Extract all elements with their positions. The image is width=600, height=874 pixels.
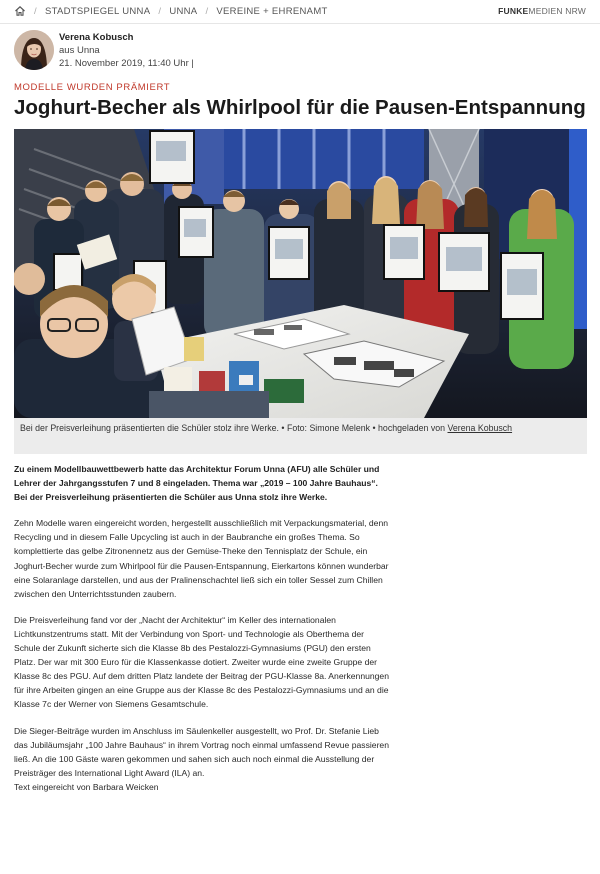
article-signature: Text eingereicht von Barbara Weicken xyxy=(14,781,159,792)
home-icon[interactable] xyxy=(14,5,26,17)
author-name[interactable]: Verena Kobusch xyxy=(59,32,134,43)
article-paragraph: Die Preisverleihung fand vor der „Nacht der Architektur“ im Keller des internationalen Lichtkunstzentrums statt. Mit der Verbindung von Sport- und Technologie als Oberthema der Schule der Zukunft sicherte sich die Klasse 8b des Pestalozzi-Gymnasiums (PGU) den ersten Platz. Der war mit 300 Euro für die Klassenkasse dotiert. Zweiter wurde eine zweite Gruppe der Klasse 8c des PGU. Auf dem dritten Platz landete der Beitrag der PGU-Klasse 8a. Anerkennungen für ihre Arbeiten gingen an eine Gruppe aus der Klasse 8c des Pestalozzi-Gymnasiums und an die Klasse 7c der Werner von Siemens Gesamtschule. xyxy=(14,614,389,710)
article-paragraph: Zehn Modelle waren eingereicht worden, hergestellt ausschließlich mit Verpackungsmaterial, denn Recycling und in diesem Falle Upcycling ist auch in der Baubranche ein großes Thema. So komplettierte das gelbe Zitronennetz aus der Gemüse-Theke den Tennisplatz der Schule, ein Joghurt-Becher wurde zum Whirlpool für die Pausen-Entspannung, Eierkartons können wunderbar eine Solaranlage darstellen, und aus der Pralinenschachtel ließ sich ein toller Sessel zum Chillen zwischen den Unterrichtsstunden zaubern. xyxy=(14,518,389,599)
article-kicker: MODELLE WURDEN PRÄMIERT xyxy=(14,82,171,93)
article-lead: Zu einem Modellbauwettbewerb hatte das Architektur Forum Unna (AFU) alle Schüler und Lehrer der Jahrgangsstufen 7 und 8 eingeladen. Thema war „2019 – 100 Jahre Bauhaus“. Bei der Preisverleihung präsentierten die Schüler aus Unna stolz ihre Werke. xyxy=(14,464,380,503)
photo-caption xyxy=(14,418,587,454)
brand-logo-bold: FUNKE xyxy=(498,6,529,16)
breadcrumb-separator: / xyxy=(158,5,162,17)
top-navigation-bar xyxy=(0,0,600,24)
brand-logo[interactable] xyxy=(498,6,586,16)
article-body xyxy=(14,462,392,806)
author-info xyxy=(59,31,194,70)
breadcrumb xyxy=(14,5,328,17)
brand-logo-rest: MEDIEN NRW xyxy=(528,6,586,16)
author-avatar[interactable] xyxy=(14,30,54,70)
breadcrumb-item-vereine[interactable]: VEREINE + EHRENAMT xyxy=(216,5,328,17)
breadcrumb-item-unna[interactable]: UNNA xyxy=(169,5,198,17)
author-location: aus Unna xyxy=(59,45,100,56)
article-paragraph: Die Sieger-Beiträge wurden im Anschluss im Säulenkeller ausgestellt, wo Prof. Dr. Stefanie Lieb das Jubiläumsjahr „100 Jahre Bauhaus“ in ihrem Vortrag noch einmal umfassend Revue passieren ließ. An die 100 Gäste waren gekommen und sahen sich auch noch einmal die Ausstellung der Preisträger des International Light Award (ILA) an. xyxy=(14,725,389,778)
breadcrumb-separator: / xyxy=(205,5,209,17)
breadcrumb-item-stadtspiegel[interactable]: STADTSPIEGEL UNNA xyxy=(44,5,151,17)
caption-text: Bei der Preisverleihung präsentierten die Schüler stolz ihre Werke. • Foto: Simone Melenk • hochgeladen von xyxy=(20,423,448,433)
author-block xyxy=(14,30,414,74)
caption-uploader-link[interactable]: Verena Kobusch xyxy=(447,423,513,433)
article-photo[interactable] xyxy=(14,129,587,418)
publish-date: 21. November 2019, 11:40 Uhr | xyxy=(59,58,194,69)
article-title: Joghurt-Becher als Whirlpool für die Pausen-Entspannung xyxy=(14,96,586,119)
breadcrumb-separator: / xyxy=(34,5,37,17)
